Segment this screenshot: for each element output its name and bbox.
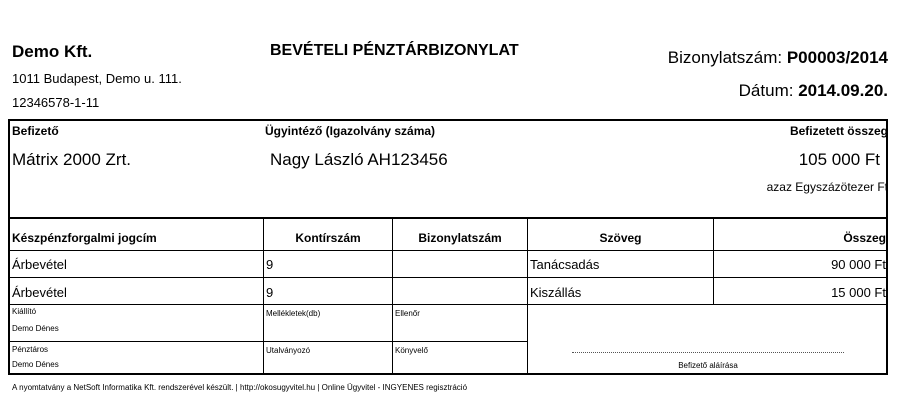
col-header-doc-no: Bizonylatszám [418, 231, 502, 245]
header-row-line [8, 250, 888, 251]
row2-title: Árbevétel [12, 285, 67, 300]
voucher-label: Utalványozó [266, 346, 311, 355]
row1-title: Árbevétel [12, 257, 67, 272]
col-header-amount: Összeg [843, 231, 886, 245]
signature-line [572, 352, 844, 353]
col-line-4 [713, 218, 714, 304]
accountant-label: Könyvelő [395, 346, 428, 355]
issuer-label: Kiállító [12, 307, 37, 316]
footer-mid-line [8, 341, 527, 342]
row2-amount: 15 000 Ft [831, 285, 886, 300]
issuer-value: Demo Dénes [12, 324, 59, 333]
amount-value: 105 000 Ft [798, 150, 880, 169]
checker-label: Ellenőr [395, 309, 420, 318]
document-number-value: P00003/2014 [786, 48, 888, 67]
row1-text: Tanácsadás [530, 257, 600, 272]
agent-value: Nagy László AH123456 [270, 150, 448, 169]
company-address: 1011 Budapest, Demo u. 111. [12, 71, 182, 86]
document-title: BEVÉTELI PÉNZTÁRBIZONYLAT [270, 42, 519, 59]
voucher-form [8, 119, 888, 375]
agent-label: Ügyintéző (Igazolvány száma) [265, 124, 436, 138]
row2-account: 9 [266, 285, 274, 300]
col-header-title: Készpénzforgalmi jogcím [12, 231, 157, 245]
row2-text: Kiszállás [530, 285, 582, 300]
row1-account: 9 [266, 257, 274, 272]
cashier-value: Demo Dénes [12, 360, 59, 369]
cashier-label: Pénztáros [12, 345, 49, 354]
amount-label: Befizetett összeg [789, 124, 888, 138]
row1-amount: 90 000 Ft [831, 257, 886, 272]
company-tax-id: 12346578-1-11 [12, 95, 100, 110]
col-header-text: Szöveg [599, 231, 642, 245]
attachments-label: Mellékletek(db) [266, 309, 321, 318]
document-number-label: Bizonylatszám: [667, 48, 783, 67]
signature-label: Befizető aláírása [678, 361, 738, 370]
payer-value: Mátrix 2000 Zrt. [12, 150, 132, 169]
document-number [668, 48, 888, 68]
document-date [739, 81, 888, 101]
row1-line [8, 277, 888, 278]
document-date-value: 2014.09.20. [798, 81, 888, 100]
payer-label: Befizető [12, 124, 59, 138]
company-name: Demo Kft. [12, 42, 93, 61]
section-divider [8, 217, 888, 219]
row2-line [8, 304, 888, 305]
document-date-label: Dátum: [738, 81, 794, 100]
disclaimer: A nyomtatvány a NetSoft Informatika Kft. rendszerével készült. | http://okosugyvitel.hu | Online Ügyvitel - INGYENES regisztráció [12, 383, 468, 392]
amount-in-words: azaz Egyszázötezer Ft [766, 180, 888, 194]
col-header-account: Kontírszám [295, 231, 361, 245]
